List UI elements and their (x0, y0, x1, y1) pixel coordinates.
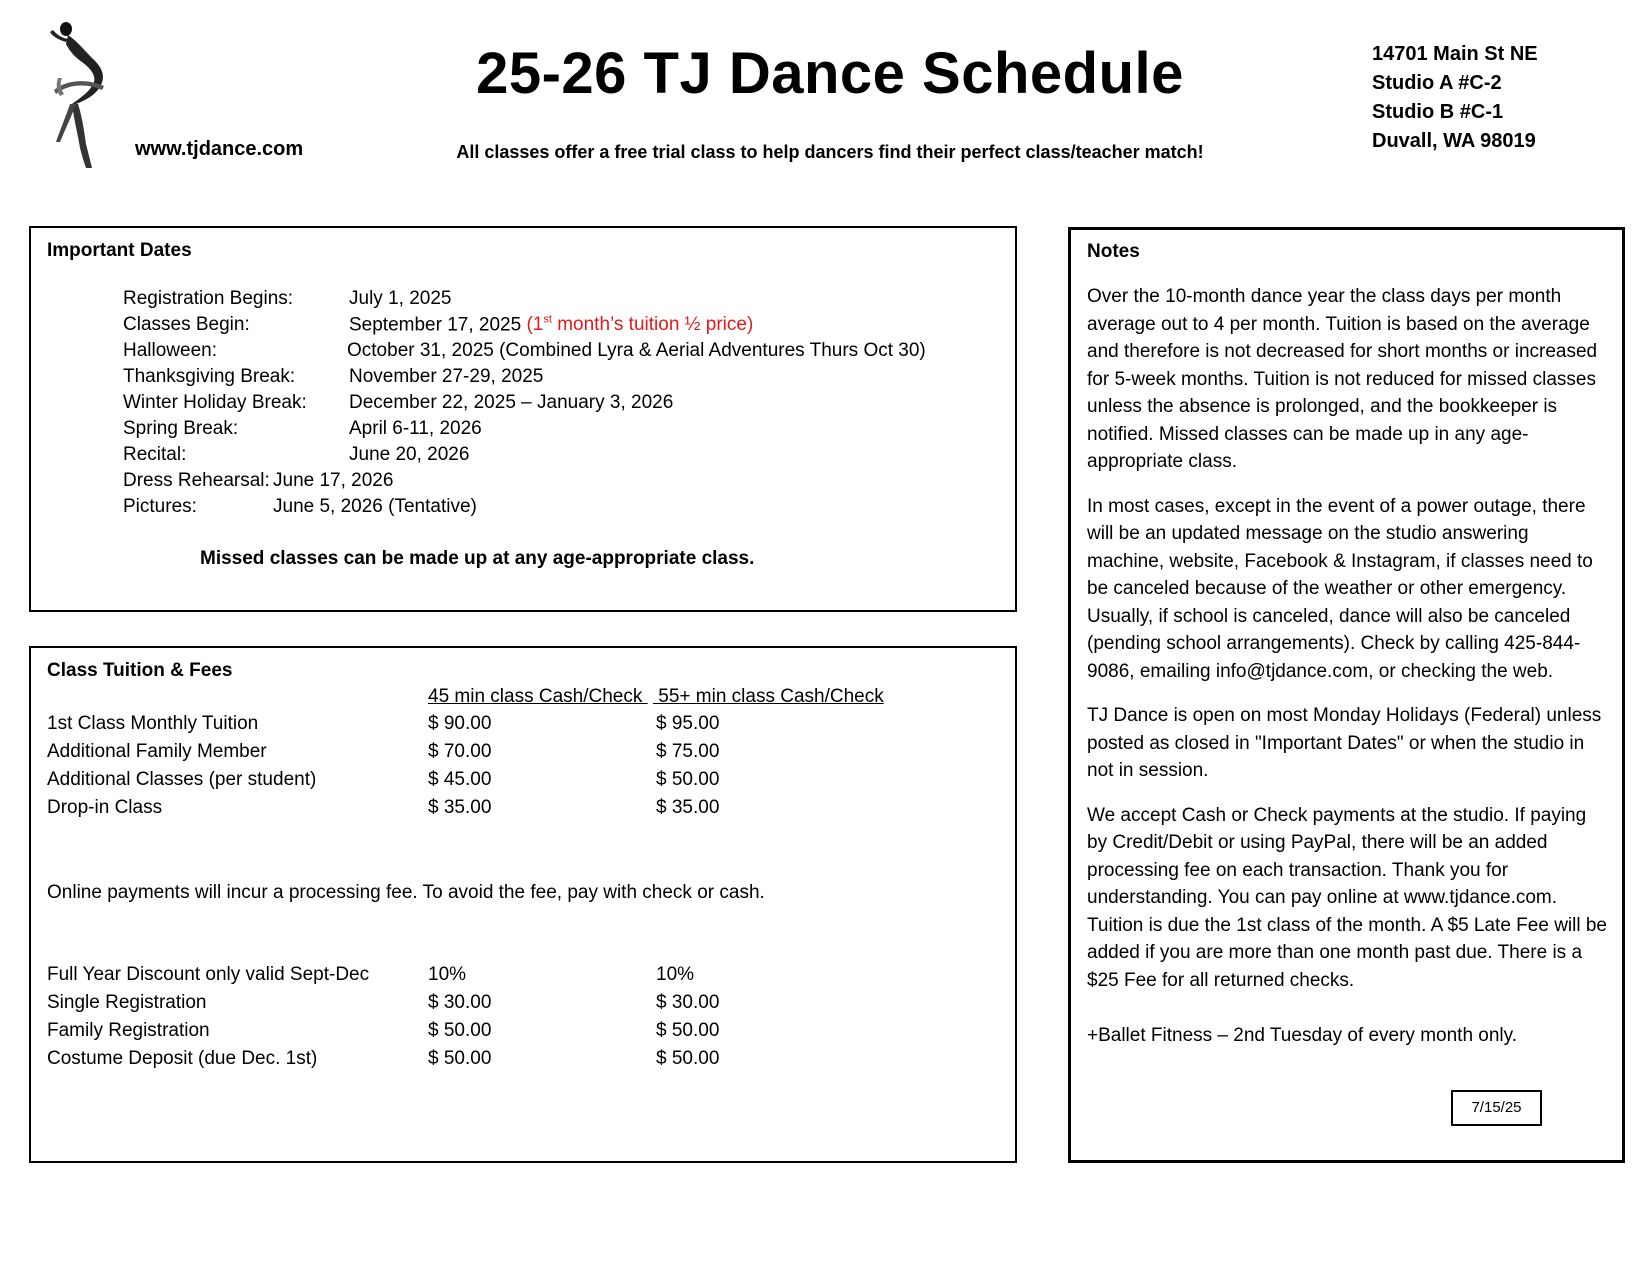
notes-paragraph: Over the 10-month dance year the class days per month average out to 4 per month. Tuition is based on the average and therefore is not decreased for short months or increased for 5-week months. Tuition is not reduced for missed classes unless the absence is prolonged, and the bookkeeper is notified. Missed classes can be made up in any age-appropriate class. (1087, 286, 1598, 472)
date-label: Recital: (123, 444, 187, 465)
fee-55min: $ 30.00 (656, 992, 720, 1013)
notes-paragraph: We accept Cash or Check payments at the studio. If paying by Credit/Debit or using PayPal, there will be an added processing fee on each transaction. Thank you for understanding. You can pay online at www.tjdance.com. Tuition is due the 1st class of the month. A $5 Late Fee will be added if you are more than one month past due. There is a $25 Fee for all returned checks. (1087, 804, 1607, 991)
notes-panel (1068, 227, 1625, 1163)
date-value: June 17, 2026 (273, 470, 394, 491)
fee-45min: 10% (428, 964, 467, 985)
fee-55min: $ 35.00 (656, 797, 720, 818)
fee-label: Family Registration (47, 1020, 210, 1041)
fee-row (47, 1048, 947, 1074)
tuition-half-price-note: (1st month’s tuition ½ price) (526, 314, 754, 336)
fee-45min: $ 50.00 (428, 1020, 492, 1041)
date-label: Pictures: (123, 496, 197, 517)
notes-heading: Notes (1087, 241, 1140, 262)
fee-label: Additional Classes (per student) (47, 769, 317, 790)
date-value: April 6-11, 2026 (349, 418, 482, 439)
fee-row (47, 713, 947, 739)
fee-row (47, 797, 947, 823)
fee-row (47, 769, 947, 795)
fee-row (47, 1020, 947, 1046)
col-header-55min: 55+ min class Cash/Check (653, 686, 884, 707)
notes-paragraph: TJ Dance is open on most Monday Holidays (Federal) unless posted as closed in "Important Dates" or when the studio in not in session. (1087, 705, 1602, 781)
fee-label: Full Year Discount only valid Sept-Dec (47, 964, 370, 985)
fee-row (47, 964, 947, 990)
important-dates-heading: Important Dates (47, 240, 192, 261)
tagline: All classes offer a free trial class to help dancers find their perfect class/teacher match! (456, 142, 1204, 162)
date-value: July 1, 2025 (349, 288, 452, 309)
missed-classes-note: Missed classes can be made up at any age-appropriate class. (200, 548, 755, 569)
date-value: June 5, 2026 (Tentative) (273, 496, 477, 517)
fee-45min: $ 70.00 (428, 741, 492, 762)
fee-45min: $ 50.00 (428, 1048, 492, 1069)
dancer-silhouette-icon (46, 20, 116, 170)
fee-55min: 10% (656, 964, 695, 985)
address-line: Studio B #C-1 (1372, 101, 1504, 123)
fee-label: 1st Class Monthly Tuition (47, 713, 259, 734)
studio-address (1372, 40, 1538, 156)
fee-45min: $ 30.00 (428, 992, 492, 1013)
fee-45min: $ 90.00 (428, 713, 492, 734)
tuition-fees-panel (29, 646, 1017, 1163)
ballet-fitness-note: +Ballet Fitness – 2nd Tuesday of every month only. (1087, 1025, 1518, 1046)
date-label: Registration Begins: (123, 288, 294, 309)
notes-body (1087, 283, 1607, 1067)
important-dates-panel (29, 226, 1017, 612)
fee-45min: $ 35.00 (428, 797, 492, 818)
fee-55min: $ 95.00 (656, 713, 720, 734)
tuition-fees-heading: Class Tuition & Fees (47, 660, 233, 681)
online-payment-note: Online payments will incur a processing fee. To avoid the fee, pay with check or cash. (47, 882, 765, 903)
fee-55min: $ 50.00 (656, 1020, 720, 1041)
date-value: October 31, 2025 (Combined Lyra & Aerial Adventures Thurs Oct 30) (347, 340, 926, 361)
revision-date-stamp: 7/15/25 (1451, 1090, 1542, 1126)
fee-label: Drop-in Class (47, 797, 163, 818)
fee-label: Additional Family Member (47, 741, 267, 762)
address-line: Studio A #C-2 (1372, 72, 1502, 94)
fee-label: Costume Deposit (due Dec. 1st) (47, 1048, 318, 1069)
fee-row (47, 992, 947, 1018)
address-line: 14701 Main St NE (1372, 43, 1538, 65)
date-value: September 17, 2025 (349, 314, 522, 336)
page-title: 25-26 TJ Dance Schedule (476, 41, 1184, 106)
date-label: Halloween: (123, 340, 217, 361)
date-value: November 27-29, 2025 (349, 366, 544, 387)
date-value: June 20, 2026 (349, 444, 470, 465)
date-value: December 22, 2025 – January 3, 2026 (349, 392, 674, 413)
fee-55min: $ 50.00 (656, 769, 720, 790)
notes-paragraph: In most cases, except in the event of a power outage, there will be an updated message on the studio answering machine, website, Facebook & Instagram, if classes need to be canceled because of the weather or other emergency. Usually, if school is canceled, dance will also be canceled (pending school arrangements). Check by calling 425-844-9086, emailing info@tjdance.com, or checking the web. (1087, 495, 1593, 682)
fee-45min: $ 45.00 (428, 769, 492, 790)
date-label: Winter Holiday Break: (123, 392, 307, 413)
address-line: Duvall, WA 98019 (1372, 130, 1536, 152)
col-header-45min: 45 min class Cash/Check (428, 686, 648, 707)
fee-row (47, 741, 947, 767)
date-label: Classes Begin: (123, 314, 250, 335)
fee-55min: $ 50.00 (656, 1048, 720, 1069)
date-label: Spring Break: (123, 418, 239, 439)
website-url[interactable]: www.tjdance.com (135, 138, 304, 160)
date-label: Thanksgiving Break: (123, 366, 296, 387)
date-label: Dress Rehearsal: (123, 470, 270, 491)
fee-55min: $ 75.00 (656, 741, 720, 762)
fee-label: Single Registration (47, 992, 207, 1013)
